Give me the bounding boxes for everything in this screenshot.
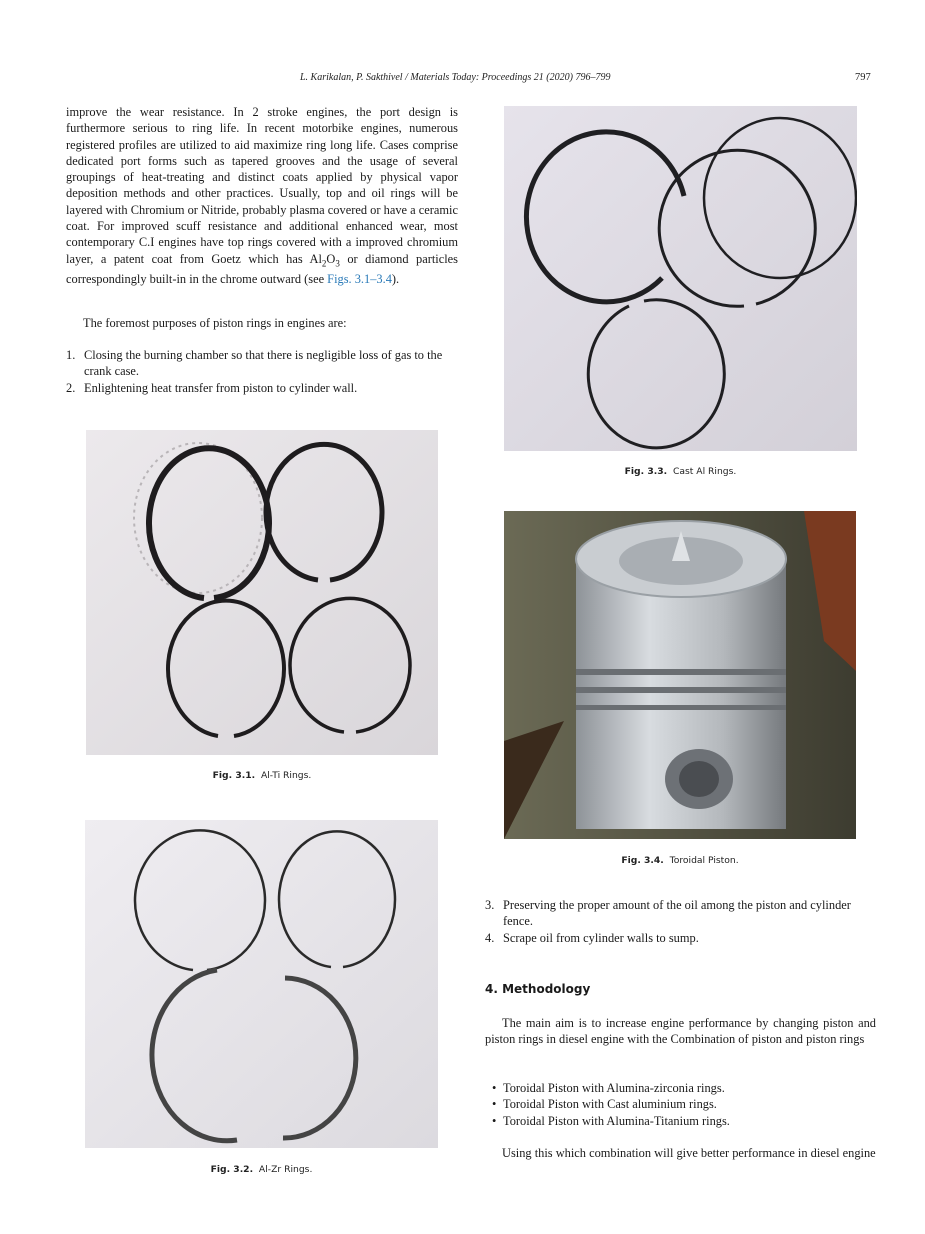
caption-label: Fig. 3.1. bbox=[212, 770, 256, 781]
list-number: 3. bbox=[485, 898, 495, 912]
list-number: 4. bbox=[485, 930, 495, 945]
caption-label: Fig. 3.2. bbox=[210, 1164, 254, 1175]
caption-title: Al-Ti Rings. bbox=[260, 770, 312, 781]
list-item bbox=[66, 380, 458, 396]
purposes-list-right bbox=[485, 897, 876, 946]
cast-al-rings-photo bbox=[504, 106, 857, 451]
para1-end-text: ). bbox=[391, 272, 400, 287]
list-item bbox=[66, 347, 458, 380]
caption-label: Fig. 3.3. bbox=[624, 466, 668, 477]
figure-al-ti-rings bbox=[86, 430, 438, 755]
list-text: Enlightening heat transfer from piston to cylinder wall. bbox=[84, 380, 358, 395]
al-zr-rings-photo bbox=[85, 820, 438, 1148]
list-item bbox=[485, 930, 876, 946]
running-header: L. Karikalan, P. Sakthivel / Materials Today: Proceedings 21 (2020) 796–799 bbox=[300, 72, 611, 83]
formula-subscript-3: 3 bbox=[335, 258, 340, 269]
formula-subscript-2: 2 bbox=[321, 258, 327, 269]
caption-title: Al-Zr Rings. bbox=[258, 1164, 313, 1175]
list-item bbox=[485, 897, 876, 930]
list-text: Scrape oil from cylinder walls to sump. bbox=[503, 930, 699, 945]
figure-caption-3-3 bbox=[504, 466, 857, 477]
para1-main-text: improve the wear resistance. In 2 stroke engines, the port design is furthermore serious to ring life. In recent motorbike engines, numerous registered profiles are utilized to aid maximize ring long life. Cases comprise dedicated port forms such as tapered grooves and the usage of several groupings of heat-treating and distinct coats applied by physical vapor deposition methods and other practices. Usually, top and oil rings will be layered with Chromium or Nitride, probably plasma covered or have a ceramic coat. For improved scuff resistance and additional enhanced wear, most contemporary C.I engines have top rings covered with a improved chromium layer, a patent coat from Goetz which has Al bbox=[66, 105, 458, 266]
list-number: 2. bbox=[66, 380, 76, 395]
toroidal-piston-photo bbox=[504, 511, 856, 839]
purposes-list-left bbox=[66, 347, 458, 396]
bullet-item: • Toroidal Piston with Cast aluminium rings. bbox=[485, 1096, 876, 1112]
figure-reference-link[interactable]: Figs. 3.1–3.4 bbox=[327, 272, 392, 287]
bullet-item: • Toroidal Piston with Alumina-zirconia rings. bbox=[485, 1080, 876, 1096]
figure-al-zr-rings bbox=[85, 820, 438, 1148]
al-ti-rings-photo bbox=[86, 430, 438, 755]
caption-label: Fig. 3.4. bbox=[621, 855, 664, 866]
body-paragraph-2: The foremost purposes of piston rings in engines are: bbox=[83, 316, 347, 330]
section-heading-methodology: 4. Methodology bbox=[485, 982, 591, 996]
list-text: Closing the burning chamber so that there is negligible loss of gas to the crank case. bbox=[84, 348, 443, 379]
figure-caption-3-4 bbox=[504, 855, 856, 866]
formula-o: O bbox=[326, 251, 336, 266]
bullet-item: • Toroidal Piston with Alumina-Titanium rings. bbox=[485, 1113, 876, 1129]
final-paragraph: Using this which combination will give better performance in diesel engine bbox=[502, 1146, 876, 1160]
list-text: Preserving the proper amount of the oil among the piston and cylinder fence. bbox=[503, 898, 851, 929]
combination-bullet-list bbox=[485, 1080, 876, 1129]
page-number: 797 bbox=[855, 72, 871, 83]
para1-tail-text: or diamond particles correspondingly built-in in the chrome outward (see bbox=[66, 251, 458, 287]
caption-title: Toroidal Piston. bbox=[669, 855, 739, 866]
caption-title: Cast Al Rings. bbox=[672, 466, 737, 477]
list-number: 1. bbox=[66, 348, 76, 362]
figure-toroidal-piston bbox=[504, 511, 856, 839]
body-paragraph-1 bbox=[66, 104, 458, 288]
methodology-paragraph: The main aim is to increase engine performance by changing piston and piston rings in diesel engine with the Combination of piston and piston rings bbox=[485, 1016, 876, 1047]
figure-caption-3-2 bbox=[85, 1164, 438, 1175]
figure-cast-al-rings bbox=[504, 106, 857, 451]
figure-caption-3-1 bbox=[86, 770, 438, 781]
